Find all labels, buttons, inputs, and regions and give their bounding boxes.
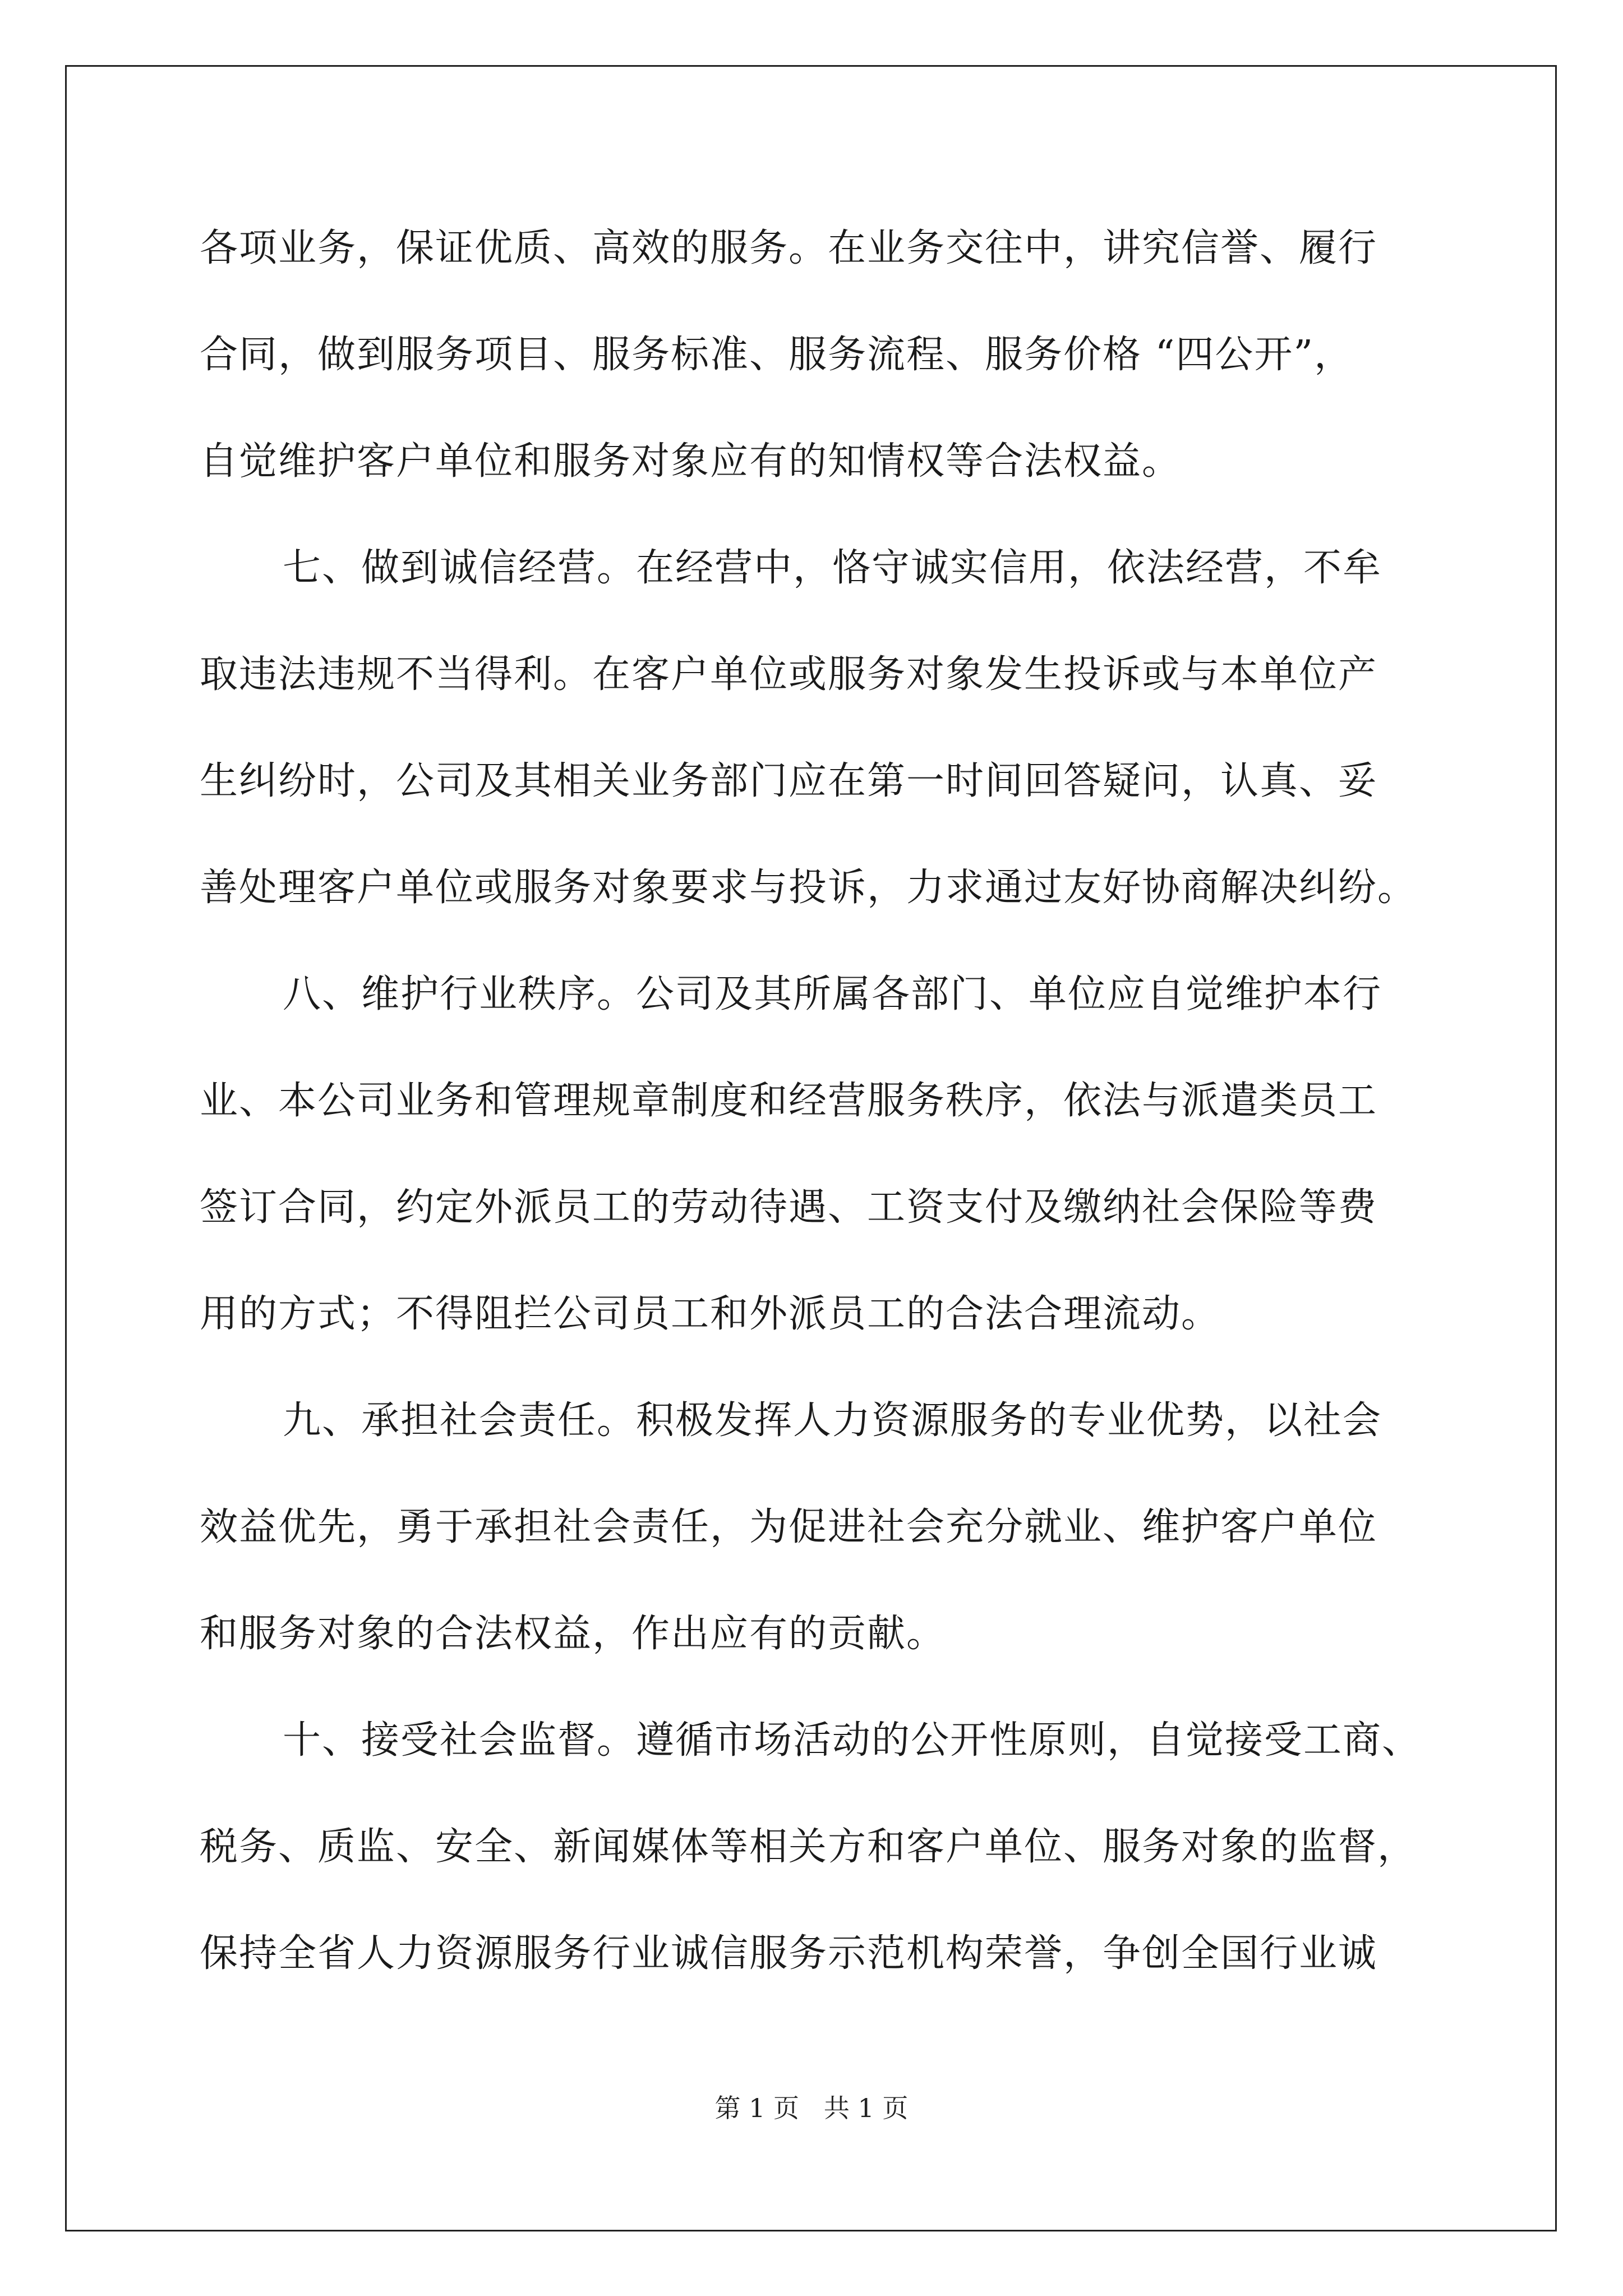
text-line: 自觉维护客户单位和服务对象应有的知情权等合法权益。 bbox=[200, 439, 1182, 484]
paragraph-start-line: 七、做到诚信经营。在经营中，恪守诚实信用，依法经营，不牟 bbox=[283, 546, 1382, 590]
text-line: 保持全省人力资源服务行业诚信服务示范机构荣誉，争创全国行业诚 bbox=[200, 1931, 1378, 1976]
paragraph-start-line: 九、承担社会责任。积极发挥人力资源服务的专业优势，以社会 bbox=[283, 1398, 1382, 1443]
paragraph-start-line: 十、接受社会监督。遵循市场活动的公开性原则，自觉接受工商、 bbox=[283, 1718, 1422, 1763]
text-line: 业、本公司业务和管理规章制度和经营服务秩序，依法与派遣类员工 bbox=[200, 1079, 1378, 1123]
page-number-footer: 第 1 页 共 1 页 bbox=[714, 2093, 909, 2123]
text-line: 善处理客户单位或服务对象要求与投诉，力求通过友好协商解决纠纷。 bbox=[200, 866, 1417, 910]
text-line: 效益优先，勇于承担社会责任，为促进社会充分就业、维护客户单位 bbox=[200, 1505, 1378, 1549]
text-line: 取违法违规不当得利。在客户单位或服务对象发生投诉或与本单位产 bbox=[200, 652, 1378, 697]
text-line: 生纠纷时，公司及其相关业务部门应在第一时间回答疑问，认真、妥 bbox=[200, 759, 1378, 803]
text-line: 用的方式；不得阻拦公司员工和外派员工的合法合理流动。 bbox=[200, 1292, 1221, 1336]
document-body bbox=[200, 213, 1428, 2025]
text-line: 税务、质监、安全、新闻媒体等相关方和客户单位、服务对象的监督， bbox=[200, 1825, 1417, 1869]
text-line: 合同，做到服务项目、服务标准、服务流程、服务价格 “四公开”， bbox=[200, 333, 1354, 377]
text-line: 和服务对象的合法权益，作出应有的贡献。 bbox=[200, 1612, 946, 1656]
paragraph-start-line: 八、维护行业秩序。公司及其所属各部门、单位应自觉维护本行 bbox=[283, 972, 1382, 1016]
text-line: 签订合同，约定外派员工的劳动待遇、工资支付及缴纳社会保险等费 bbox=[200, 1185, 1378, 1230]
text-line: 各项业务，保证优质、高效的服务。在业务交往中，讲究信誉、履行 bbox=[200, 226, 1378, 270]
